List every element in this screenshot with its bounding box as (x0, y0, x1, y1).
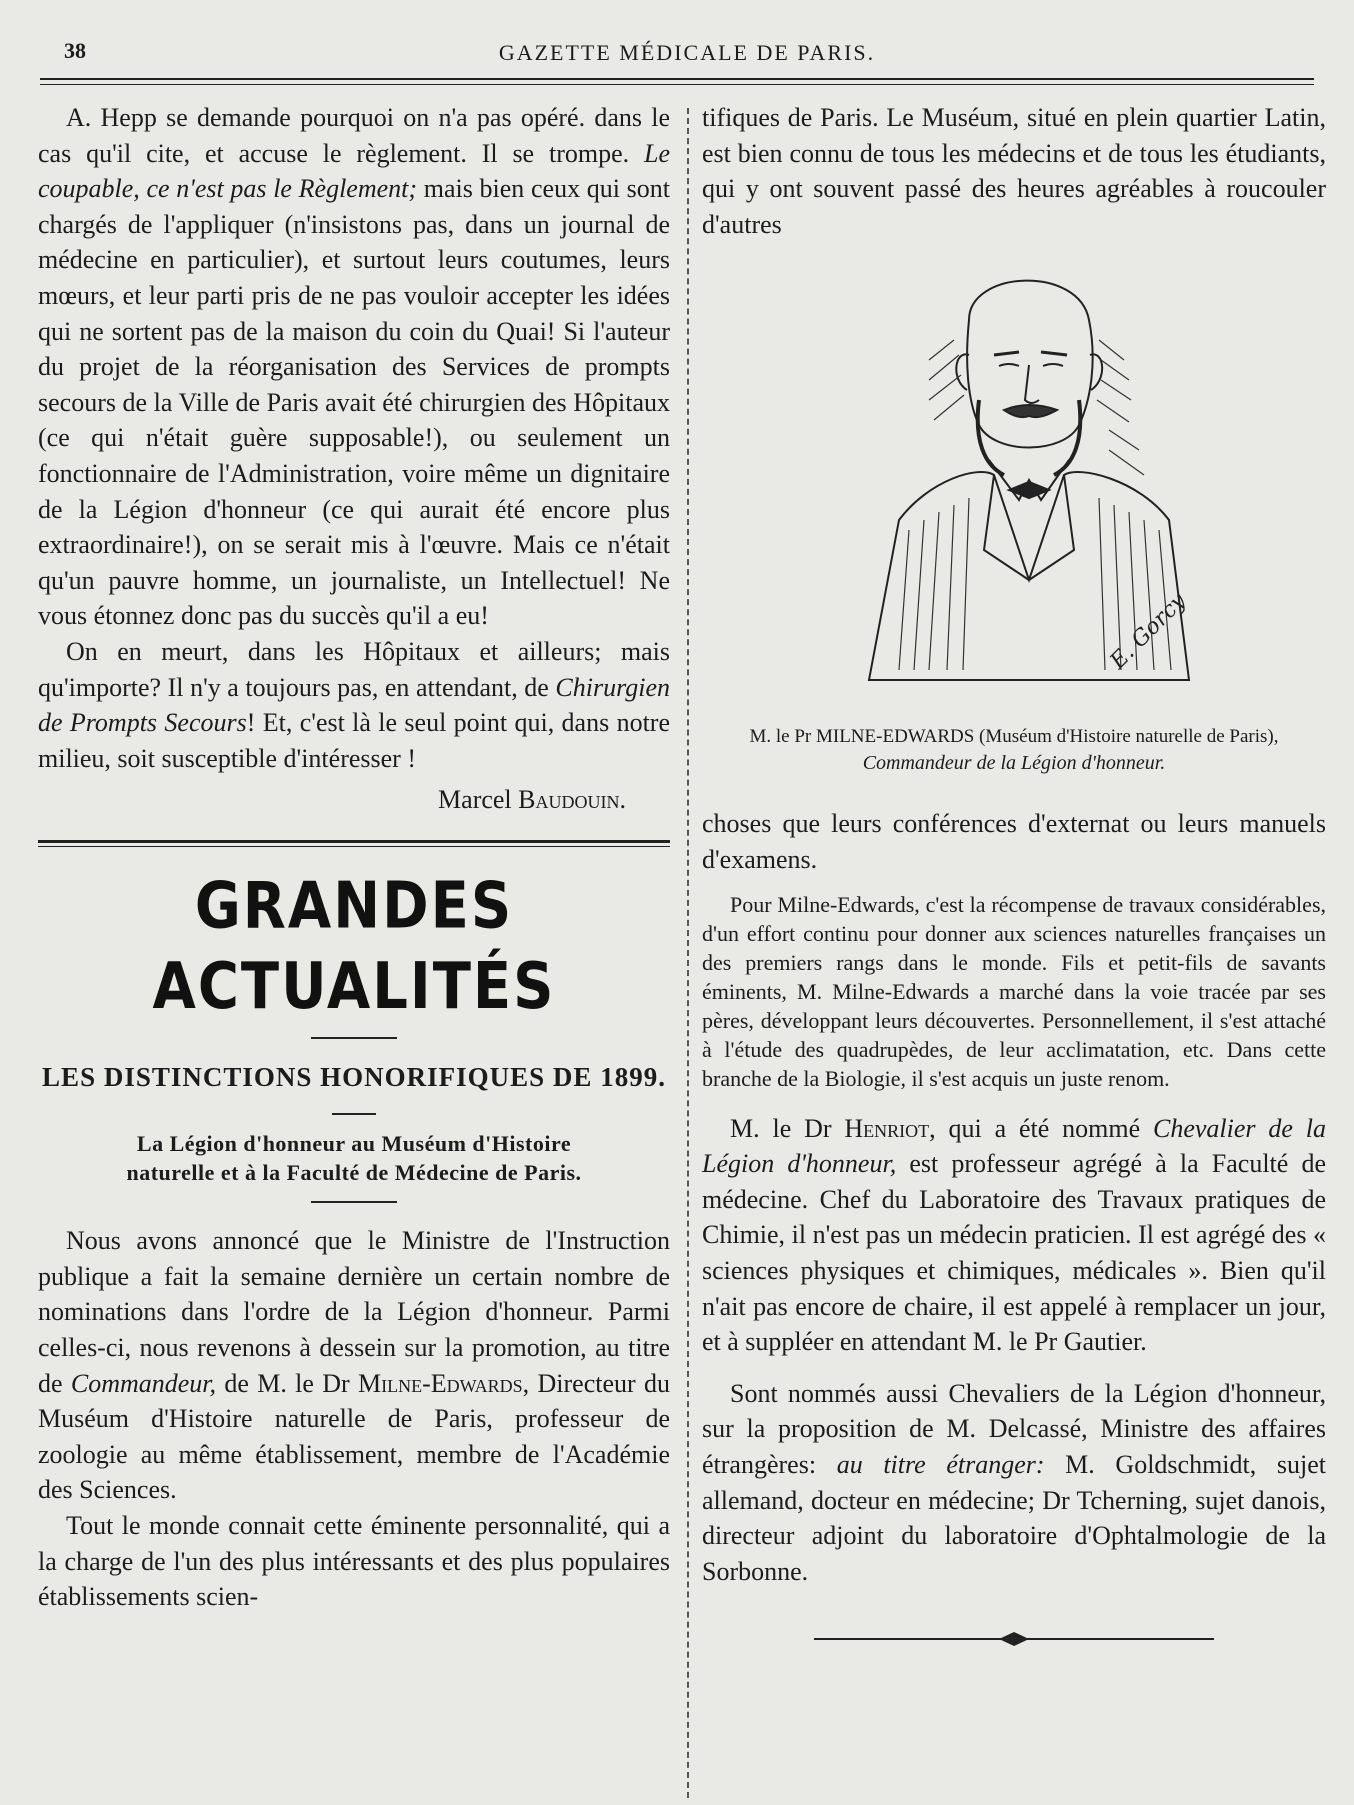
end-ornament (814, 1629, 1214, 1649)
page-number: 38 (64, 38, 86, 63)
italic-run: Chirurgien de Prompts Secours (38, 672, 670, 738)
text-run: Sont nommés aussi Chevaliers de la Légion d'honneur, sur la proposition de M. Delcassé, Ministre des affaires étrangères: (702, 1378, 1326, 1479)
portrait-engraving (779, 250, 1249, 720)
paragraph-pour-milne-edwards: Pour Milne-Edwards, c'est la récompense de travaux considérables, d'un effort continu pour donner aux sciences naturelles françaises un des premiers rangs dans le monde. Fils et petit-fils de savants éminents, M. Milne-Edwards a marché dans la voie tracée par ses pères, développant leurs découvertes. Personnellement, il s'est attaché à l'étude des quadrupèdes, de leur acclimatation, etc. Dans cette branche de la Biologie, il s'est acquis un juste renom. (702, 891, 1326, 1091)
paragraph-choses: choses que leurs conférences d'externat ou leurs manuels d'examens. (702, 809, 1326, 874)
paragraph-nous-avons (38, 1223, 670, 1508)
paragraph-hepp (38, 100, 670, 634)
italic-run: Le coupable, ce n'est pas le Règlement; (38, 138, 670, 204)
sub-title-line: La Légion d'honneur au Muséum d'Histoire (136, 1131, 572, 1157)
signature-last-name: Baudouin. (518, 785, 626, 815)
text-run: Directeur du Muséum d'Histoire naturelle de Paris, professeur de zoologie au même établissement, membre de l'Académie des Sciences. (38, 1368, 670, 1505)
paragraph-tifiques: tifiques de Paris. Le Muséum, situé en plein quartier Latin, est bien connu de tous les médecins et de tous les étudiants, qui y ont souvent passé des heures agréables à roucouler d'autres (702, 103, 1326, 239)
text-run: A. Hepp se demande pourquoi on n'a pas opéré. dans le cas qu'il cite, et accuse le règlement. Il se trompe. (38, 103, 670, 168)
author-signature (38, 782, 670, 818)
section-title: LES DISTINCTIONS HONORIFIQUES DE 1899. (42, 1062, 666, 1093)
text-run: M. le Dr (730, 1113, 845, 1143)
paragraph-henriot (702, 1111, 1326, 1360)
right-column (702, 100, 1326, 1649)
running-head (60, 36, 1314, 70)
text-run: qui a été nommé (935, 1113, 1153, 1143)
italic-run: Commandeur, (70, 1368, 217, 1398)
portrait-head (967, 281, 1093, 448)
header-rule-thin (40, 84, 1314, 85)
signature-first-name: Marcel (438, 785, 519, 815)
portrait-caption-line1: M. le Pr MILNE-EDWARDS (Muséum d'Histoire naturelle de Paris), (749, 726, 1279, 748)
text-run: mais bien ceux qui sont chargés de l'appliquer (n'insistons pas, dans un journal de médecine en particulier), et surtout leurs coutumes, leurs mœurs, et leur parti pris de ne pas vouloir accepter les idées qui ne sortent pas de la maison du coin du Quai! Si l'auteur du projet de la réorganisation des Services de prompts secours de la Ville de Paris avait été chirurgien des Hôpitaux (ce qui n'était guère supposable!), ou seulement un fonctionnaire de l'Administration, voire même un dignitaire de la Légion d'honneur (ce qui aurait été encore plus extraordinaire!), on se serait mis à l'œuvre. Mais ce n'était qu'un pauvre homme, un journaliste, un Intellectuel! Ne vous étonnez donc pas du succès qu'il a eu! (38, 174, 671, 631)
paragraph-tout-le-monde: Tout le monde connait cette éminente personnalité, qui a la charge de l'un des plus intéressants et des plus populaires établissements scien- (38, 1511, 670, 1612)
text-run: est professeur agrégé à la Faculté de médecine. Chef du Laboratoire des Travaux pratiques de Chimie, il n'est pas un médecin praticien. Il est agrégé des « sciences physiques et chimiques, médicales ». Bien qu'il n'ait pas encore de chaire, il est appelé à remplacer un jour, et à suppléer en attendant M. le Pr Gautier. (702, 1149, 1326, 1357)
section-rule (38, 840, 670, 847)
column-divider (687, 108, 689, 1798)
journal-title: GAZETTE MÉDICALE DE PARIS. (498, 40, 876, 65)
paragraph-sont-nommes (702, 1376, 1326, 1590)
headline-grandes-actualites: GRANDES ACTUALITÉS (152, 869, 556, 1025)
paragraph-on-en-meurt (38, 634, 670, 776)
text-run: M. Goldschmidt, sujet allemand, docteur en médecine; Dr Tcherning, sujet danois, directeur adjoint du laboratoire d'Ophtalmologie de la Sorbonne. (702, 1449, 1326, 1586)
text-run: On en meurt, dans les Hôpitaux et ailleurs; mais qu'importe? Il n'y a toujours pas, en attendant, de (38, 636, 670, 702)
text-run: ! Et, c'est là le seul point qui, dans notre milieu, soit susceptible d'intéresser ! (38, 708, 670, 773)
italic-run: au titre étranger: (836, 1449, 1045, 1479)
portrait-caption-line2: Commandeur de la Légion d'honneur. (862, 752, 1166, 775)
text-run: Nous avons annoncé que le Ministre de l'Instruction publique a fait la semaine dernière un certain nombre de nominations dans l'ordre de la Légion d'honneur. Parmi celles-ci, nous revenons à dessein sur la promotion, au titre de (38, 1226, 670, 1398)
left-column (38, 100, 670, 1615)
name-henriot: Henriot, (844, 1113, 936, 1143)
header-rule (40, 78, 1314, 80)
italic-run: Chevalier de la Légion d'honneur, (702, 1113, 1326, 1179)
sub-title-line: naturelle et à la Faculté de Médecine de Paris. (126, 1160, 582, 1186)
engraver-signature: E. Gorcy (1105, 588, 1192, 675)
name-milne-edwards: Milne-Edwards, (358, 1368, 530, 1398)
text-run: de M. le Dr (216, 1368, 359, 1398)
